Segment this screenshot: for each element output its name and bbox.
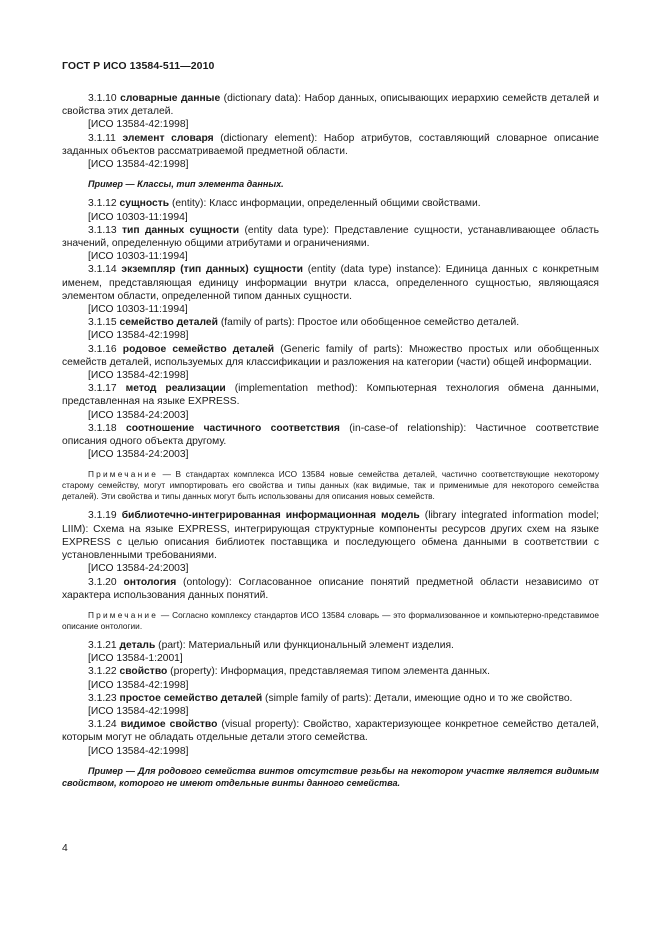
term-reference: [ИСО 13584-42:1998] xyxy=(88,159,189,171)
example-text: Пример — Классы, тип элемента данных. xyxy=(88,179,284,190)
term-entry xyxy=(62,692,599,705)
term-entry xyxy=(62,718,599,744)
term-entry xyxy=(62,224,599,250)
term-name: элемент словаря xyxy=(122,132,214,144)
term-definition: (simple family of parts): Детали, имеющие одно и то же свойство. xyxy=(262,692,573,704)
note-label: Примечание xyxy=(88,609,159,620)
term-number: 3.1.14 xyxy=(88,264,117,276)
term-entry xyxy=(62,316,599,329)
term-name: библиотечно-интегрированная информационная модель xyxy=(121,510,420,522)
term-reference: [ИСО 13584-42:1998] xyxy=(88,679,189,691)
term-entry xyxy=(62,509,599,562)
term-entry xyxy=(62,197,599,210)
note-text: — Согласно комплексу стандартов ИСО 13584 словарь — это формализованное и компьютерно-представимое описание онтологии. xyxy=(62,609,599,631)
term-definition: (in-case-of relationship): Частичное соответствие описания одного объекта другому. xyxy=(62,422,599,448)
term-definition: (implementation method): Компьютерная технология обмена данными, представленная на языке EXPRESS. xyxy=(62,383,599,408)
term-definition: (visual property): Свойство, характеризующее конкретное семейство деталей, которым могут не обладать отдельные детали этого семейства. xyxy=(62,719,599,744)
document-body xyxy=(62,92,599,796)
term-name: соотношение частичного соответствия xyxy=(126,422,340,434)
document-header: ГОСТ Р ИСО 13584-511—2010 xyxy=(62,60,215,72)
term-name: тип данных сущности xyxy=(122,224,240,236)
note xyxy=(62,610,599,632)
term-definition: (entity (data type) instance): Единица данных с конкретным именем, представляющая единицу информации внутри класса, определенного сущностью, являющаяся элементом области, определенной типом данных сущности. xyxy=(62,264,599,302)
term-number: 3.1.20 xyxy=(88,576,117,588)
term-name: словарные данные xyxy=(120,93,221,104)
term-number: 3.1.16 xyxy=(88,343,117,355)
term-definition: (family of parts): Простое или обобщенное семейство деталей. xyxy=(217,317,520,329)
note-text: — В стандартах комплекса ИСО 13584 новые семейства деталей, частично соответствующие некоторому старому семейству, могут импортировать его свойства и типы данных (как видимые, так и применимые для некоторого семейства деталей). Эти свойства и типы данных могут быть использованы для описания новых семейств. xyxy=(62,469,599,502)
term-definition: (part): Материальный или функциональный элемент изделия. xyxy=(155,639,454,651)
term-name: метод реализации xyxy=(125,383,226,395)
term-definition: (ontology): Согласованное описание понятий предметной области независимо от характера использования данных понятий. xyxy=(62,576,599,601)
term-number: 3.1.21 xyxy=(88,639,117,651)
page-number: 4 xyxy=(62,843,68,854)
term-name: видимое свойство xyxy=(120,719,218,731)
term-reference: [ИСО 13584-42:1998] xyxy=(88,119,189,131)
term-number: 3.1.17 xyxy=(88,383,117,395)
term-entry xyxy=(62,343,599,369)
term-reference: [ИСО 13584-24:2003] xyxy=(88,409,189,421)
term-number: 3.1.18 xyxy=(88,422,117,434)
term-definition: (Generic family of parts): Множество простых или обобщенных семейств деталей, используемых для классификации и разложения на категории (части) общей информации. xyxy=(62,343,599,368)
term-entry xyxy=(62,665,599,678)
term-definition: (property): Информация, представляемая типом элемента данных. xyxy=(167,666,491,678)
term-entry xyxy=(62,422,599,448)
term-entry xyxy=(62,639,599,652)
term-number: 3.1.13 xyxy=(88,224,117,236)
term-name: деталь xyxy=(119,639,156,651)
term-name: экземпляр (тип данных) сущности xyxy=(121,264,303,276)
term-name: свойство xyxy=(119,666,168,678)
term-number: 3.1.12 xyxy=(88,198,117,210)
term-reference: [ИСО 13584-24:2003] xyxy=(88,563,189,575)
term-reference: [ИСО 13584-42:1998] xyxy=(88,705,189,717)
term-definition: (dictionary element): Набор атрибутов, составляющий словарное описание заданных объектов рассматриваемой предметной области. xyxy=(62,132,599,157)
term-name: семейство деталей xyxy=(119,317,218,329)
term-reference: [ИСО 13584-1:2001] xyxy=(88,653,183,665)
term-reference: [ИСО 10303-11:1994] xyxy=(88,211,188,223)
term-reference: [ИСО 13584-42:1998] xyxy=(88,745,189,757)
example-text: Пример — Для родового семейства винтов отсутствие резьбы на некотором участке является видимым свойством, которого не имеют отдельные винты данного семейства. xyxy=(62,765,599,788)
term-definition: (library integrated information model; LIIM): Схема на языке EXPRESS, интегрирующая структурные компоненты ресурсов других схем на языке EXPRESS с целью описания библиотек поставщика и последующего обмена данными в соответствии с установленными требованиями. xyxy=(62,510,599,562)
term-number: 3.1.24 xyxy=(88,719,117,731)
term-entry xyxy=(62,382,599,408)
term-name: онтология xyxy=(123,576,177,588)
term-entry xyxy=(62,132,599,158)
term-number: 3.1.10 xyxy=(88,93,117,104)
term-entry xyxy=(62,576,599,602)
term-definition: (dictionary data): Набор данных, описывающих иерархию семейств деталей и свойства этих деталей. xyxy=(62,93,599,118)
term-name: простое семейство деталей xyxy=(119,692,263,704)
term-entry xyxy=(62,263,599,303)
term-number: 3.1.11 xyxy=(88,132,116,144)
term-number: 3.1.23 xyxy=(88,692,117,704)
term-reference: [ИСО 13584-42:1998] xyxy=(88,370,189,382)
term-definition: (entity): Класс информации, определенный общими свойствами. xyxy=(169,198,481,210)
term-name: родовое семейство деталей xyxy=(122,343,275,355)
term-number: 3.1.22 xyxy=(88,666,117,678)
term-number: 3.1.15 xyxy=(88,317,117,329)
note xyxy=(62,469,599,502)
term-reference: [ИСО 10303-11:1994] xyxy=(88,304,188,316)
term-reference: [ИСО 10303-11:1994] xyxy=(88,251,188,263)
term-reference: [ИСО 13584-24:2003] xyxy=(88,449,189,461)
term-reference: [ИСО 13584-42:1998] xyxy=(88,330,189,342)
term-entry xyxy=(62,92,599,118)
term-number: 3.1.19 xyxy=(88,510,117,522)
term-name: сущность xyxy=(119,198,170,210)
note-label: Примечание xyxy=(88,469,159,480)
term-definition: (entity data type): Представление сущности, устанавливающее область значений, определенную общими атрибутами и ограничениями. xyxy=(62,224,599,250)
